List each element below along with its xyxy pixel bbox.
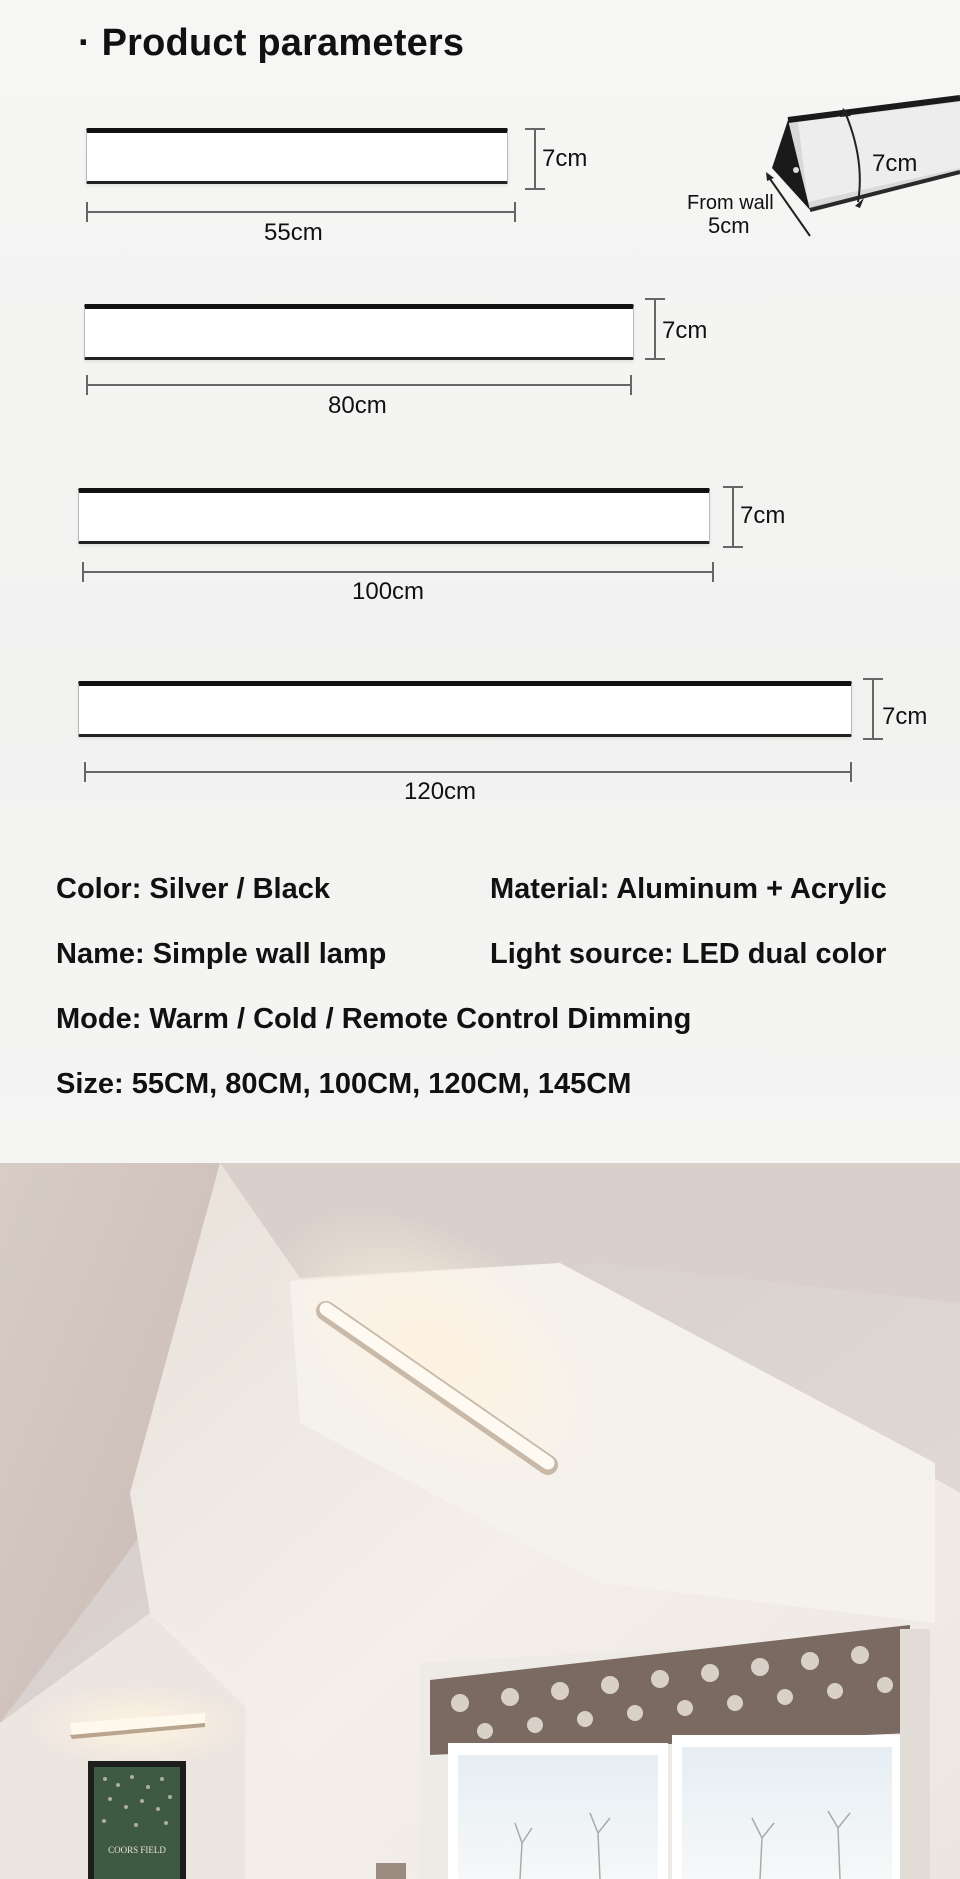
lamp-55cm: [86, 128, 508, 184]
spec-mode: Mode: Warm / Cold / Remote Control Dimming: [56, 1003, 692, 1035]
lamp-120cm-width-label: 120cm: [404, 778, 477, 805]
lamp-100cm-width-label: 100cm: [352, 578, 425, 605]
lamp-55cm-width-label: 55cm: [264, 219, 323, 246]
room-illustration: [0, 1163, 960, 1879]
width-dimension-line: [82, 571, 714, 573]
profile-height-label: 7cm: [872, 150, 918, 177]
height-dimension-line: [872, 678, 874, 740]
width-dimension-line: [84, 771, 852, 773]
room-photo: [0, 1163, 960, 1879]
lamp-55cm-height-label: 7cm: [542, 145, 588, 172]
from-wall-value: 5cm: [708, 213, 750, 238]
spec-material: Material: Aluminum + Acrylic: [490, 873, 887, 905]
width-dimension-line: [86, 384, 632, 386]
lamp-80cm-height-label: 7cm: [662, 317, 708, 344]
height-dimension-line: [654, 298, 656, 360]
height-dimension-line: [732, 486, 734, 548]
lamp-120cm-height-label: 7cm: [882, 703, 928, 730]
spec-light-source: Light source: LED dual color: [490, 938, 887, 970]
lamp-80cm: [84, 304, 634, 360]
spec-color: Color: Silver / Black: [56, 873, 330, 905]
spec-name: Name: Simple wall lamp: [56, 938, 387, 970]
lamp-120cm: [78, 681, 852, 737]
width-dimension-line: [86, 211, 516, 213]
spec-size: Size: 55CM, 80CM, 100CM, 120CM, 145CM: [56, 1068, 632, 1100]
poster-text: COORS FIELD: [108, 1845, 166, 1855]
from-wall-label: From wall: [687, 192, 774, 214]
lamp-100cm: [78, 488, 710, 544]
lamp-80cm-width-label: 80cm: [328, 392, 387, 419]
lamp-100cm-height-label: 7cm: [740, 502, 786, 529]
height-dimension-line: [534, 128, 536, 190]
page-title: · Product parameters: [78, 22, 465, 64]
